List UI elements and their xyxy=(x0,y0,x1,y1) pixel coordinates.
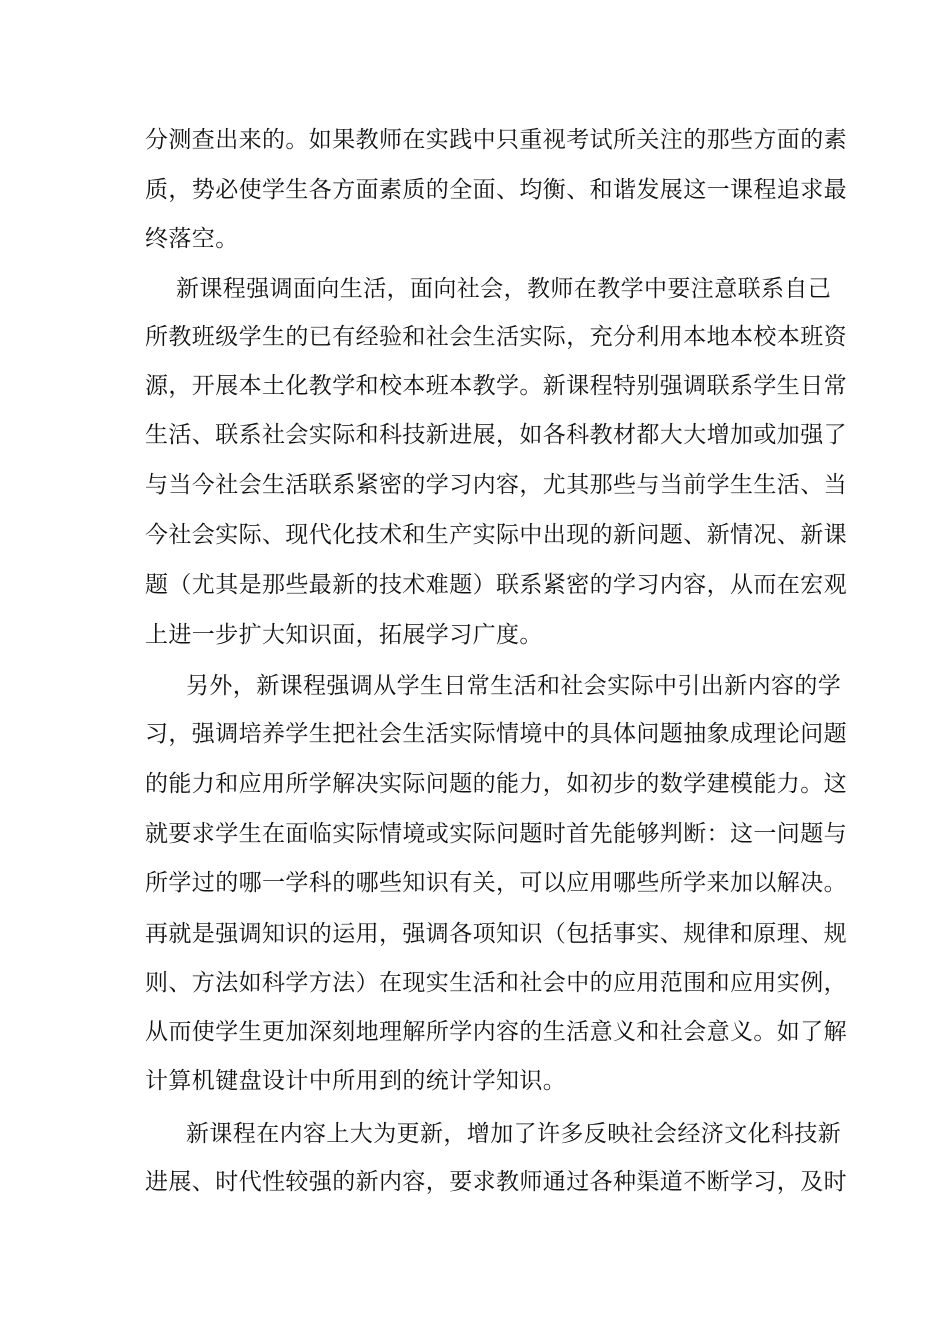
text-line: 源，开展本土化教学和校本班本教学。新课程特别强调联系学生日常 xyxy=(145,373,847,399)
text-line: 习，强调培养学生把社会生活实际情境中的具体问题抽象成理论问题 xyxy=(145,721,847,747)
text-line: 进展、时代性较强的新内容，要求教师通过各种渠道不断学习，及时 xyxy=(145,1169,847,1195)
text-line: 的能力和应用所学解决实际问题的能力，如初步的数学建模能力。这 xyxy=(145,771,847,797)
text-line: 从而使学生更加深刻地理解所学内容的生活意义和社会意义。如了解 xyxy=(145,1019,847,1045)
text-line: 今社会实际、现代化技术和生产实际中出现的新问题、新情况、新课 xyxy=(145,522,847,548)
text-line: 则、方法如科学方法）在现实生活和社会中的应用范围和应用实例， xyxy=(145,970,847,996)
text-line: 所教班级学生的已有经验和社会生活实际，充分利用本地本校本班资 xyxy=(145,324,847,350)
text-line: 再就是强调知识的运用，强调各项知识（包括事实、规律和原理、规 xyxy=(145,921,847,947)
text-line: 所学过的哪一学科的哪些知识有关，可以应用哪些所学来加以解决。 xyxy=(145,870,847,896)
text-line: 就要求学生在面临实际情境或实际问题时首先能够判断：这一问题与 xyxy=(145,821,847,847)
text-line: 质，势必使学生各方面素质的全面、均衡、和谐发展这一课程追求最 xyxy=(145,177,847,203)
text-line: 分测查出来的。如果教师在实践中只重视考试所关注的那些方面的素 xyxy=(145,127,847,153)
text-line: 上进一步扩大知识面，拓展学习广度。 xyxy=(145,622,543,648)
text-line: 与当今社会生活联系紧密的学习内容，尤其那些与当前学生生活、当 xyxy=(145,472,847,498)
paragraph-first-line: 新课程在内容上大为更新，增加了许多反映社会经济文化科技新 xyxy=(186,1121,842,1147)
text-line: 计算机键盘设计中所用到的统计学知识。 xyxy=(145,1068,567,1094)
text-line: 题（尤其是那些最新的技术难题）联系紧密的学习内容，从而在宏观 xyxy=(145,572,847,598)
paragraph-first-line: 另外，新课程强调从学生日常生活和社会实际中引出新内容的学 xyxy=(186,673,842,699)
text-line: 终落空。 xyxy=(145,226,239,252)
text-line: 生活、联系社会实际和科技新进展，如各科教材都大大增加或加强了 xyxy=(145,422,847,448)
paragraph-first-line: 新课程强调面向生活，面向社会，教师在教学中要注意联系自己 xyxy=(176,276,832,302)
